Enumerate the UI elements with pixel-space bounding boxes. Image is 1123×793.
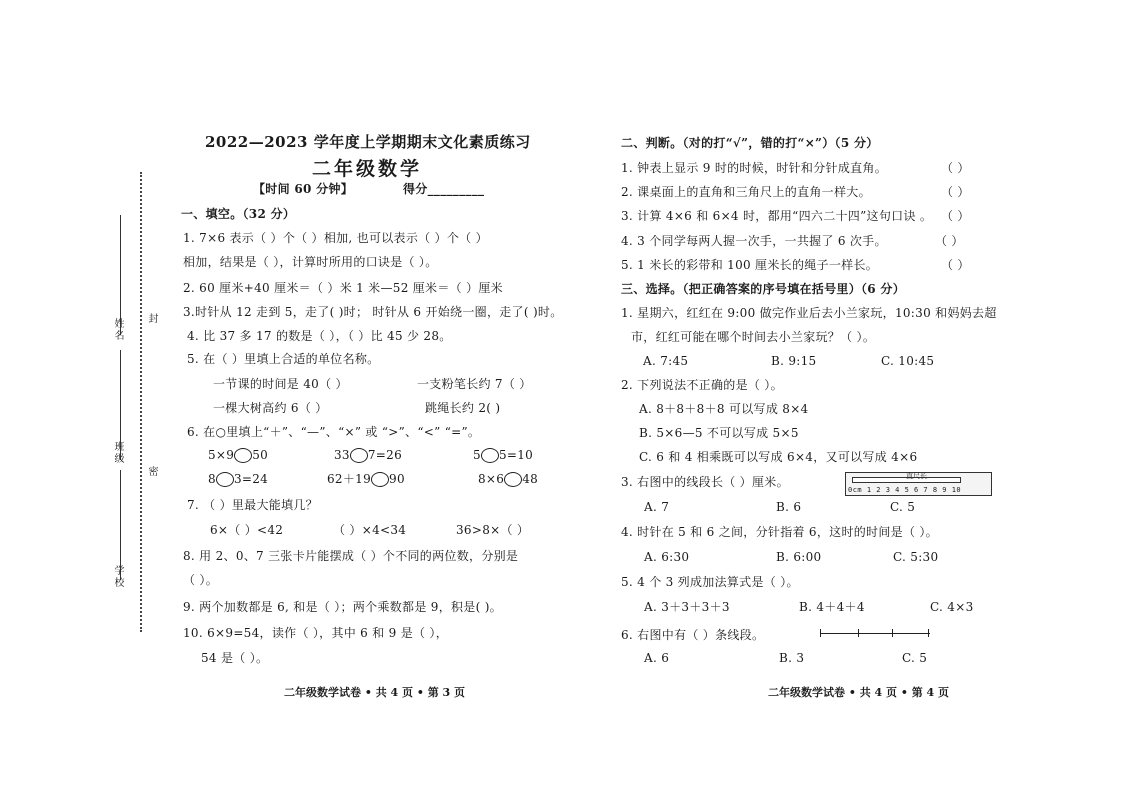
judge-5: 5. 1 米长的彩带和 100 厘米长的绳子一样长。 [621, 258, 879, 272]
q10-line-b: 54 是（ ）。 [201, 651, 269, 665]
score-label: 得分_________ [403, 182, 485, 196]
margin-label-mi: 密 [146, 466, 157, 478]
q7-item-a: 6×（ ）<42 [210, 523, 284, 537]
answer-circle[interactable] [371, 472, 389, 487]
ruler-label: 直尺长 [906, 472, 927, 480]
q8-line-a: 8. 用 2、0、7 三张卡片能摆成（ ）个不同的两位数，分别是 [183, 549, 519, 563]
judge-1-answer[interactable]: （ ） [941, 161, 970, 175]
answer-circle[interactable] [504, 472, 522, 487]
q9: 9. 两个加数都是 6, 和是（ ）；两个乘数都是 9，积是( )。 [183, 600, 502, 614]
exam-title: 2022—2023 学年度上学期期末文化素质练习 [205, 133, 531, 151]
q1-line-b: 相加，结果是（ ），计算时所用的口诀是（ ）。 [183, 255, 438, 269]
q1-line-a: 1. 7×6 表示（ ）个（ ）相加, 也可以表示（ ）个（ ） [183, 231, 488, 245]
choice-3-option-a[interactable]: A. 7 [644, 500, 670, 514]
q6-item-f [478, 472, 538, 487]
q10-line-a: 10. 6×9=54，读作（ ），其中 6 和 9 是（ ）， [183, 626, 449, 640]
q6: 6. 在○里填上“＋”、“—”、“×” 或 “>”、“<” “=”。 [187, 425, 481, 439]
q6-item-e [327, 472, 405, 487]
judge-3-answer[interactable]: （ ） [941, 209, 970, 223]
q6-item-a-left: 5×9 [208, 448, 235, 462]
choice-5: 5. 4 个 3 列成加法算式是（ ）。 [621, 575, 799, 589]
q6-item-f-left: 8×6 [478, 472, 505, 486]
line-segment-figure [820, 629, 930, 637]
margin-label-name: 姓名 [112, 318, 123, 342]
choice-3-option-c[interactable]: C. 5 [890, 500, 916, 514]
answer-circle[interactable] [216, 472, 234, 487]
q6-item-c [473, 448, 533, 463]
choice-4-option-b[interactable]: B. 6:00 [776, 550, 822, 564]
judge-2-answer[interactable]: （ ） [941, 185, 970, 199]
choice-4: 4. 时针在 5 和 6 之间，分针指着 6，这时的时间是（ ）。 [621, 525, 938, 539]
choice-6-option-a[interactable]: A. 6 [644, 651, 670, 665]
segment-point [820, 629, 821, 637]
judge-5-answer[interactable]: （ ） [941, 258, 970, 272]
judge-4: 4. 3 个同学每两人握一次手，一共握了 6 次手。 [621, 234, 887, 248]
margin-rule-name [120, 215, 121, 335]
answer-circle[interactable] [481, 448, 499, 463]
choice-6-option-c[interactable]: C. 5 [902, 651, 928, 665]
answer-circle[interactable] [234, 448, 252, 463]
time-label: 【时间 60 分钟】 [253, 182, 354, 196]
q6-item-d-right: 3=24 [233, 472, 269, 486]
choice-5-option-a[interactable]: A. 3＋3＋3＋3 [644, 600, 730, 614]
choice-3: 3. 右图中的线段长（ ）厘米。 [621, 475, 789, 489]
choice-2-option-b[interactable]: B. 5×6—5 不可以写成 5×5 [639, 426, 799, 440]
q5-item-a: 一节课的时间是 40（ ） [213, 377, 348, 391]
q5-item-b: 一支粉笔长约 7（ ） [417, 377, 532, 391]
choice-5-option-b[interactable]: B. 4＋4＋4 [799, 600, 865, 614]
margin-rule-school [120, 470, 121, 580]
segment-point [892, 629, 893, 637]
choice-1-option-b[interactable]: B. 9:15 [771, 354, 817, 368]
choice-1-line-b: 市，红红可能在哪个时间去小兰家玩？（ ）。 [631, 330, 876, 344]
choice-1-line-a: 1. 星期六，红红在 9:00 做完作业后去小兰家玩，10:30 和妈妈去超 [621, 306, 997, 320]
margin-label-school: 学校 [112, 565, 123, 589]
ruler-scale: 0cm 1 2 3 4 5 6 7 8 9 10 [848, 486, 962, 494]
choice-4-option-a[interactable]: A. 6:30 [644, 550, 690, 564]
margin-label-feng: 封 [146, 313, 157, 325]
judge-1: 1. 钟表上显示 9 时的时候，时针和分针成直角。 [621, 161, 888, 175]
q6-item-b-right: 7=26 [367, 448, 403, 462]
q2: 2. 60 厘米+40 厘米＝（ ）米 1 米—52 厘米＝（ ）厘米 [183, 281, 503, 295]
left-page-footer: 二年级数学试卷 • 共 4 页 • 第 3 页 [284, 686, 466, 699]
choice-3-option-b[interactable]: B. 6 [776, 500, 802, 514]
judge-2: 2. 课桌面上的直角和三角尺上的直角一样大。 [621, 185, 871, 199]
q6-item-b [334, 448, 402, 463]
choice-2-option-a[interactable]: A. 8＋8＋8＋8 可以写成 8×4 [639, 402, 809, 416]
right-page-footer: 二年级数学试卷 • 共 4 页 • 第 4 页 [768, 686, 950, 699]
q3: 3.时针从 12 走到 5，走了( )时； 时针从 6 开始绕一圈，走了( )时。 [183, 305, 563, 319]
q5-item-d: 跳绳长约 2( ) [425, 401, 501, 415]
section-2-heading: 二、判断。（对的打“√”，错的打“×”）（5 分） [621, 136, 879, 150]
q5-item-c: 一棵大树高约 6（ ） [213, 401, 328, 415]
q6-item-c-right: 5=10 [498, 448, 534, 462]
q7: 7. （ ）里最大能填几？ [187, 498, 318, 512]
q6-item-d-left: 8 [208, 472, 216, 486]
q5: 5. 在（ ）里填上合适的单位名称。 [187, 352, 380, 366]
q7-item-c: 36>8×（ ） [456, 523, 530, 537]
q6-item-e-right: 90 [389, 472, 405, 486]
q6-item-a [208, 448, 268, 463]
q6-item-c-left: 5 [473, 448, 481, 462]
judge-4-answer[interactable]: （ ） [935, 234, 964, 248]
choice-1-option-c[interactable]: C. 10:45 [881, 354, 935, 368]
segment-point [928, 629, 929, 637]
q6-item-b-left: 33 [334, 448, 350, 462]
segment-line [820, 633, 930, 634]
judge-3: 3. 计算 4×6 和 6×4 时，都用“四六二十四”这句口诀 。 [621, 209, 933, 223]
q8-line-b: （ ）。 [183, 573, 219, 587]
answer-circle[interactable] [350, 448, 368, 463]
q7-item-b: （ ）×4<34 [333, 523, 407, 537]
q6-item-a-right: 50 [252, 448, 269, 462]
ruler-figure [845, 472, 992, 496]
choice-1-option-a[interactable]: A. 7:45 [643, 354, 689, 368]
choice-2-option-c[interactable]: C. 6 和 4 相乘既可以写成 6×4，又可以写成 4×6 [639, 450, 918, 464]
q6-item-e-left: 62＋19 [327, 472, 372, 486]
binding-dotted-line [140, 172, 142, 632]
choice-6: 6. 右图中有（ ）条线段。 [621, 628, 765, 642]
margin-label-class: 班级 [112, 441, 123, 465]
choice-4-option-c[interactable]: C. 5:30 [893, 550, 939, 564]
q6-item-d [208, 472, 268, 487]
section-1-heading: 一、填空。（32 分） [181, 207, 296, 221]
choice-2: 2. 下列说法不正确的是（ ）。 [621, 378, 783, 392]
segment-point [858, 629, 859, 637]
section-3-heading: 三、选择。（把正确答案的序号填在括号里）（6 分） [621, 282, 906, 296]
choice-6-option-b[interactable]: B. 3 [779, 651, 805, 665]
exam-subtitle: 二年级数学 [312, 158, 423, 180]
q4: 4. 比 37 多 17 的数是（ ），（ ）比 45 少 28。 [187, 329, 452, 343]
q6-item-f-right: 48 [522, 472, 539, 486]
choice-5-option-c[interactable]: C. 4×3 [930, 600, 974, 614]
